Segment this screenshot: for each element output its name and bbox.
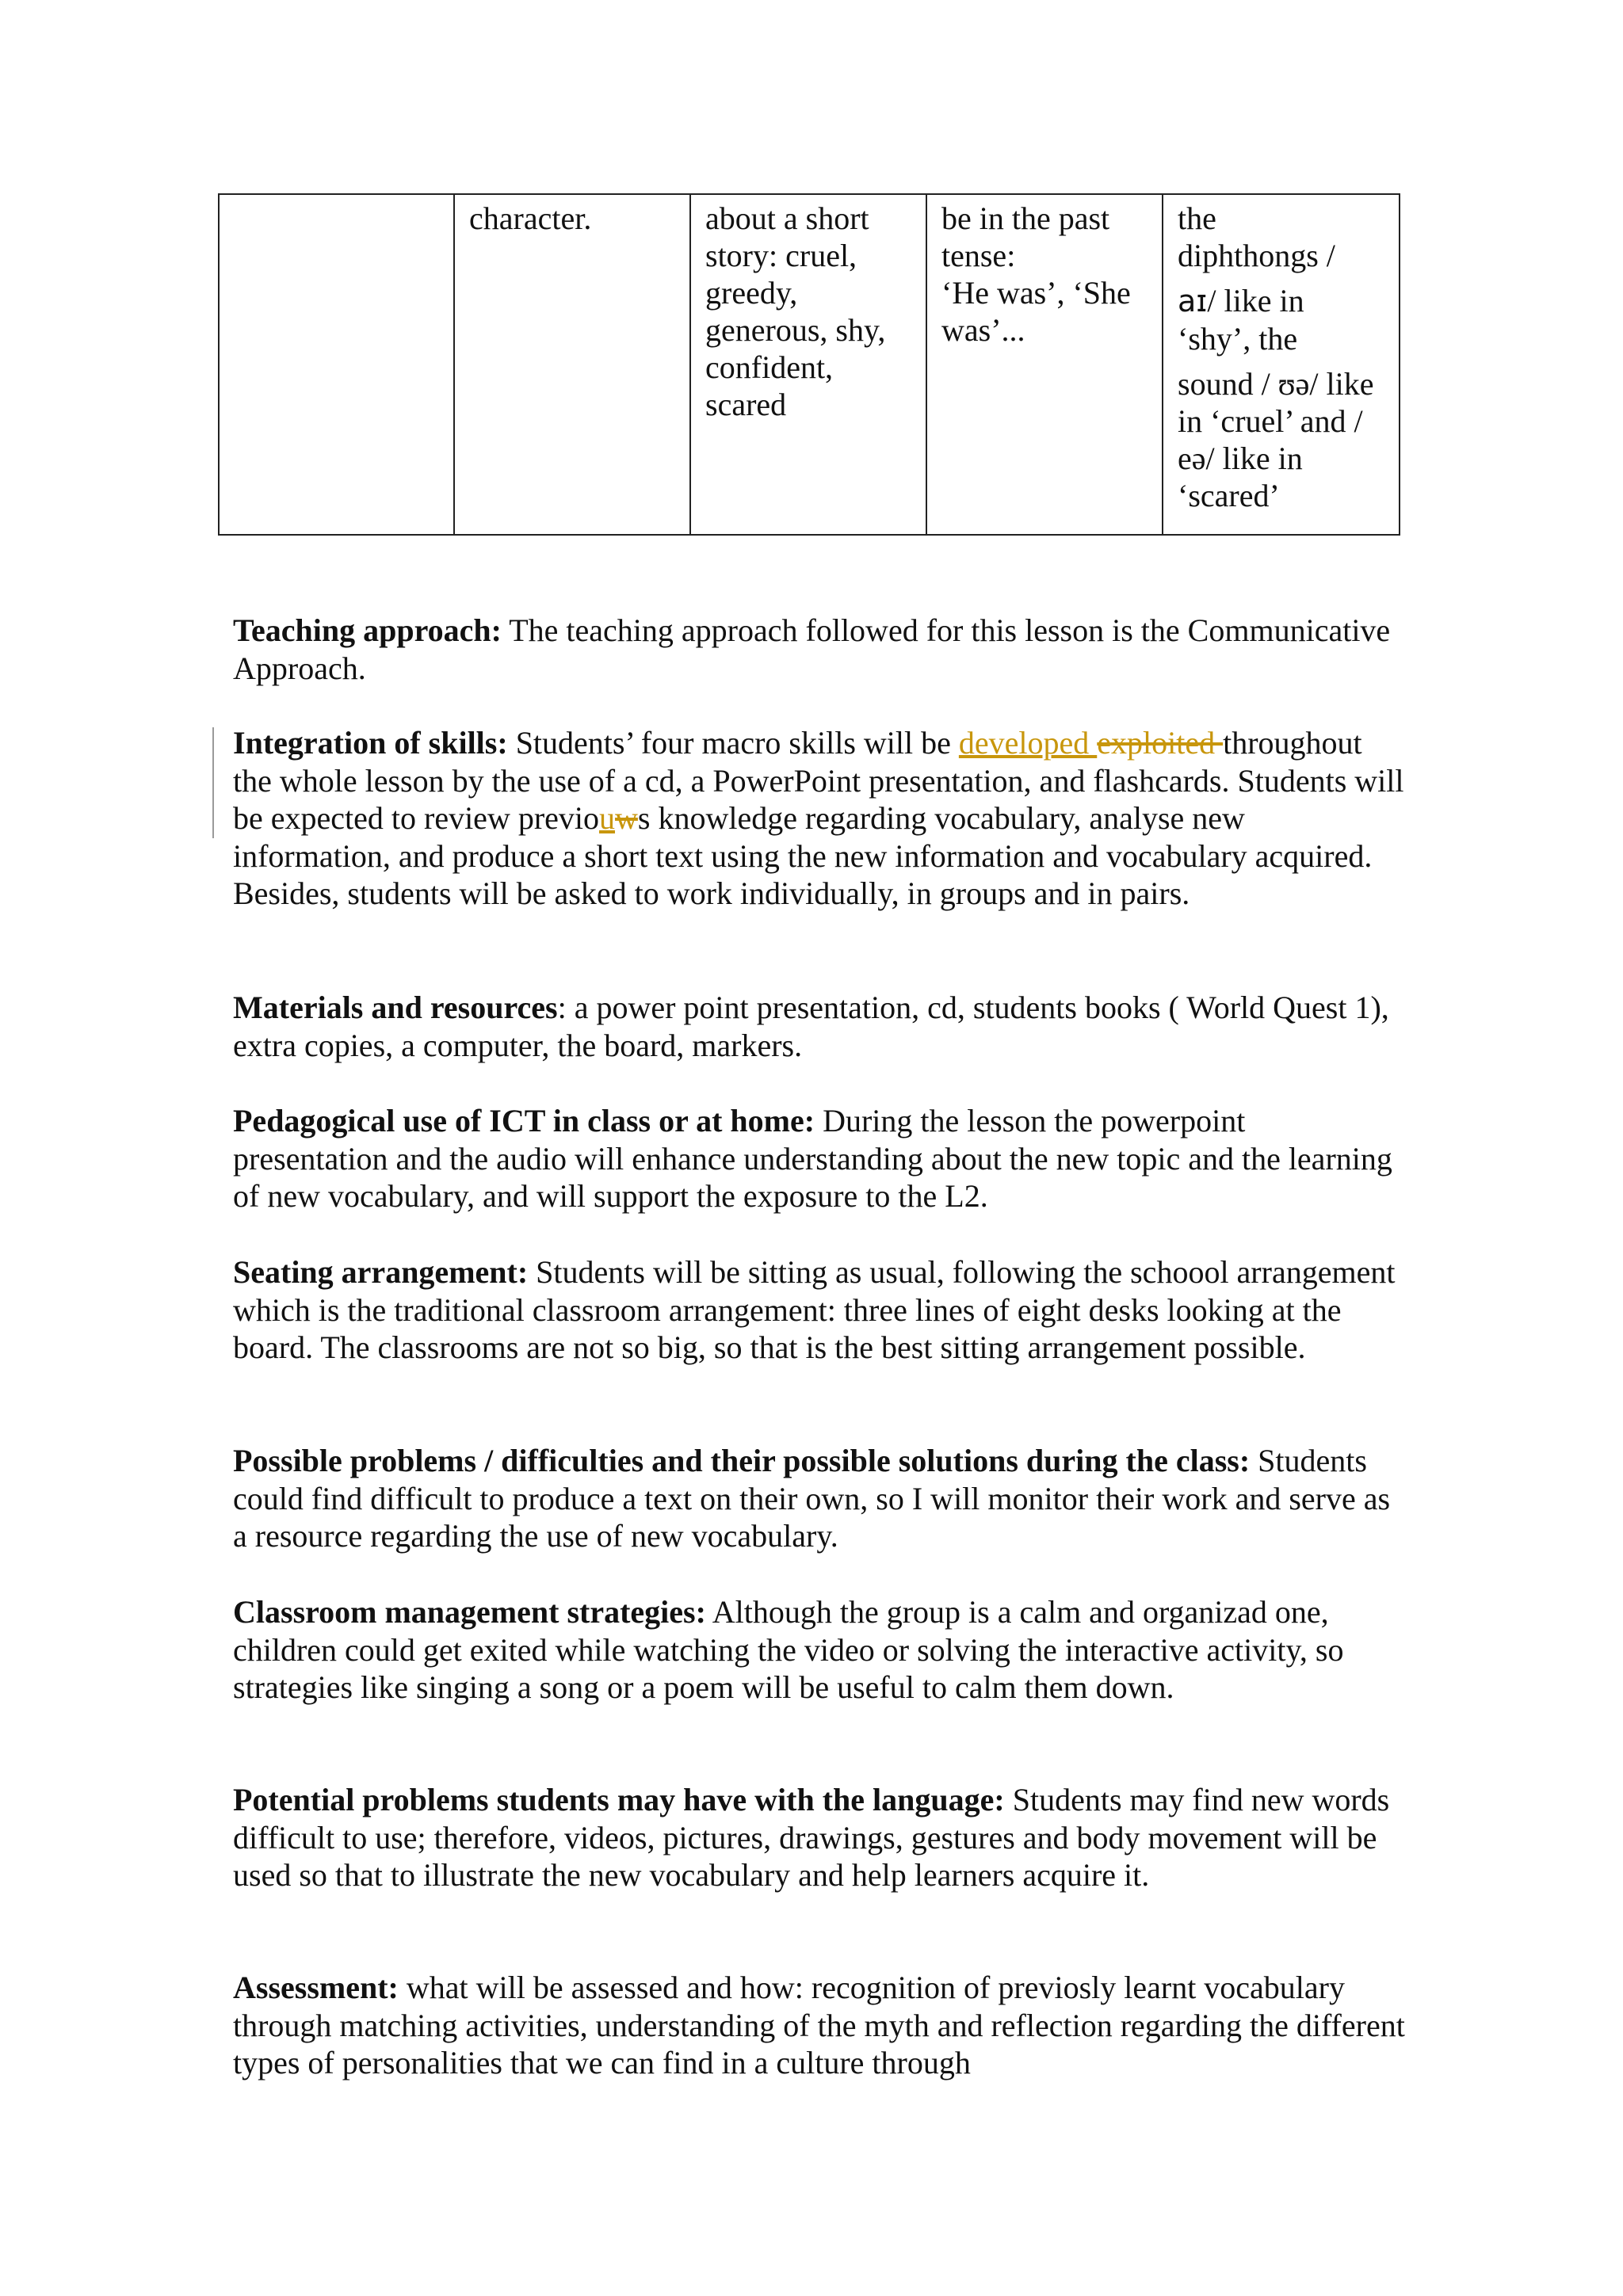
assessment-paragraph	[233, 1969, 1406, 2082]
tracked-insertion: developed	[958, 725, 1098, 761]
section-text: Students will be sitting as usual, following the schoool arrangement which is the traditional classroom arrangement: three lines of eight desks looking at the board. The classrooms are not so big, so that is the best sitting arrangement possible.	[233, 1254, 1396, 1365]
section-text: During the lesson the powerpoint presentation and the audio will enhance understanding about the new topic and the learning of new vocabulary, and will support the exposure to the L2.	[233, 1103, 1392, 1214]
ict-paragraph	[233, 1102, 1406, 1215]
table-cell-vocabulary: about a short story: cruel, greedy, generous, shy, confident, scared	[690, 194, 926, 535]
section-text: Although the group is a calm and organizad one, children could get exited while watching the video or solving the interactive activity, so strategies like singing a song or a poem will be useful to calm them down.	[233, 1594, 1344, 1705]
tracked-deletion: exploited	[1097, 725, 1224, 761]
teaching-approach-paragraph	[233, 612, 1406, 687]
section-label: Classroom management strategies:	[233, 1594, 706, 1630]
section-label: Integration of skills:	[233, 725, 508, 761]
pron-text: / like in	[1207, 283, 1304, 318]
section-text: throughout the whole lesson by the use of a cd, a PowerPoint presentation, and flashcards. Students will be expected to review previo	[233, 725, 1404, 836]
section-label: Possible problems / difficulties and their possible solutions during the class:	[233, 1443, 1251, 1478]
section-label: Potential problems students may have with the language:	[233, 1782, 1005, 1817]
tracked-deletion: w	[615, 800, 638, 836]
section-label: Assessment:	[233, 1970, 399, 2005]
pron-line: in ‘cruel’ and /	[1178, 403, 1363, 439]
possible-problems-paragraph	[233, 1442, 1406, 1555]
integration-of-skills-paragraph	[233, 724, 1406, 913]
pron-line: diphthongs /	[1178, 238, 1335, 273]
revision-change-bar	[212, 727, 214, 838]
section-text: s knowledge regarding vocabulary, analyse new information, and produce a short text using the new information and vocabulary acquired. Besides, students will be asked to work individually, in groups and in pairs.	[233, 800, 1373, 911]
pron-line	[1178, 282, 1384, 320]
section-text: Students may find new words difficult to use; therefore, videos, pictures, drawings, gestures and body movement will be used so that to illustrate the new vocabulary and help learners acquire it.	[233, 1782, 1390, 1893]
pron-line: eə/ like in	[1178, 441, 1303, 476]
section-label: Pedagogical use of ICT in class or at home:	[233, 1103, 815, 1138]
table-cell-objective: character.	[454, 194, 690, 535]
table-row	[219, 194, 1400, 535]
classroom-management-paragraph	[233, 1593, 1406, 1707]
section-label: Teaching approach:	[233, 612, 502, 648]
table-cell-pronunciation	[1163, 194, 1400, 535]
section-text: Students’ four macro skills will be	[507, 725, 959, 761]
table-cell-empty	[219, 194, 454, 535]
materials-paragraph	[233, 989, 1406, 1064]
section-text: : a power point presentation, cd, students books ( World Quest 1), extra copies, a computer, the board, markers.	[233, 990, 1389, 1063]
pron-line: sound / ʊə/ like	[1178, 366, 1374, 402]
pron-line: ‘shy’, the	[1178, 321, 1298, 357]
pron-line: the	[1178, 200, 1216, 236]
section-label: Materials and resources	[233, 990, 558, 1025]
table-cell-grammar: be in the past tense: ‘He was’, ‘She was’...	[926, 194, 1163, 535]
lesson-plan-table	[218, 193, 1400, 536]
section-text: what will be assessed and how: recognition of previosly learnt vocabulary through matching activities, understanding of the myth and reflection regarding the different types of personalities that we can find in a culture through	[233, 1970, 1405, 2081]
tracked-insertion: u	[599, 800, 616, 836]
section-text: Students could find difficult to produce a text on their own, so I will monitor their work and serve as a resource regarding the use of new vocabulary.	[233, 1443, 1391, 1554]
ipa-symbol: aɪ	[1178, 284, 1208, 318]
pron-line: ‘scared’	[1178, 478, 1280, 513]
section-label: Seating arrangement:	[233, 1254, 529, 1290]
section-text: The teaching approach followed for this lesson is the Communicative Approach.	[233, 612, 1391, 686]
seating-paragraph	[233, 1253, 1406, 1367]
potential-problems-paragraph	[233, 1781, 1406, 1894]
